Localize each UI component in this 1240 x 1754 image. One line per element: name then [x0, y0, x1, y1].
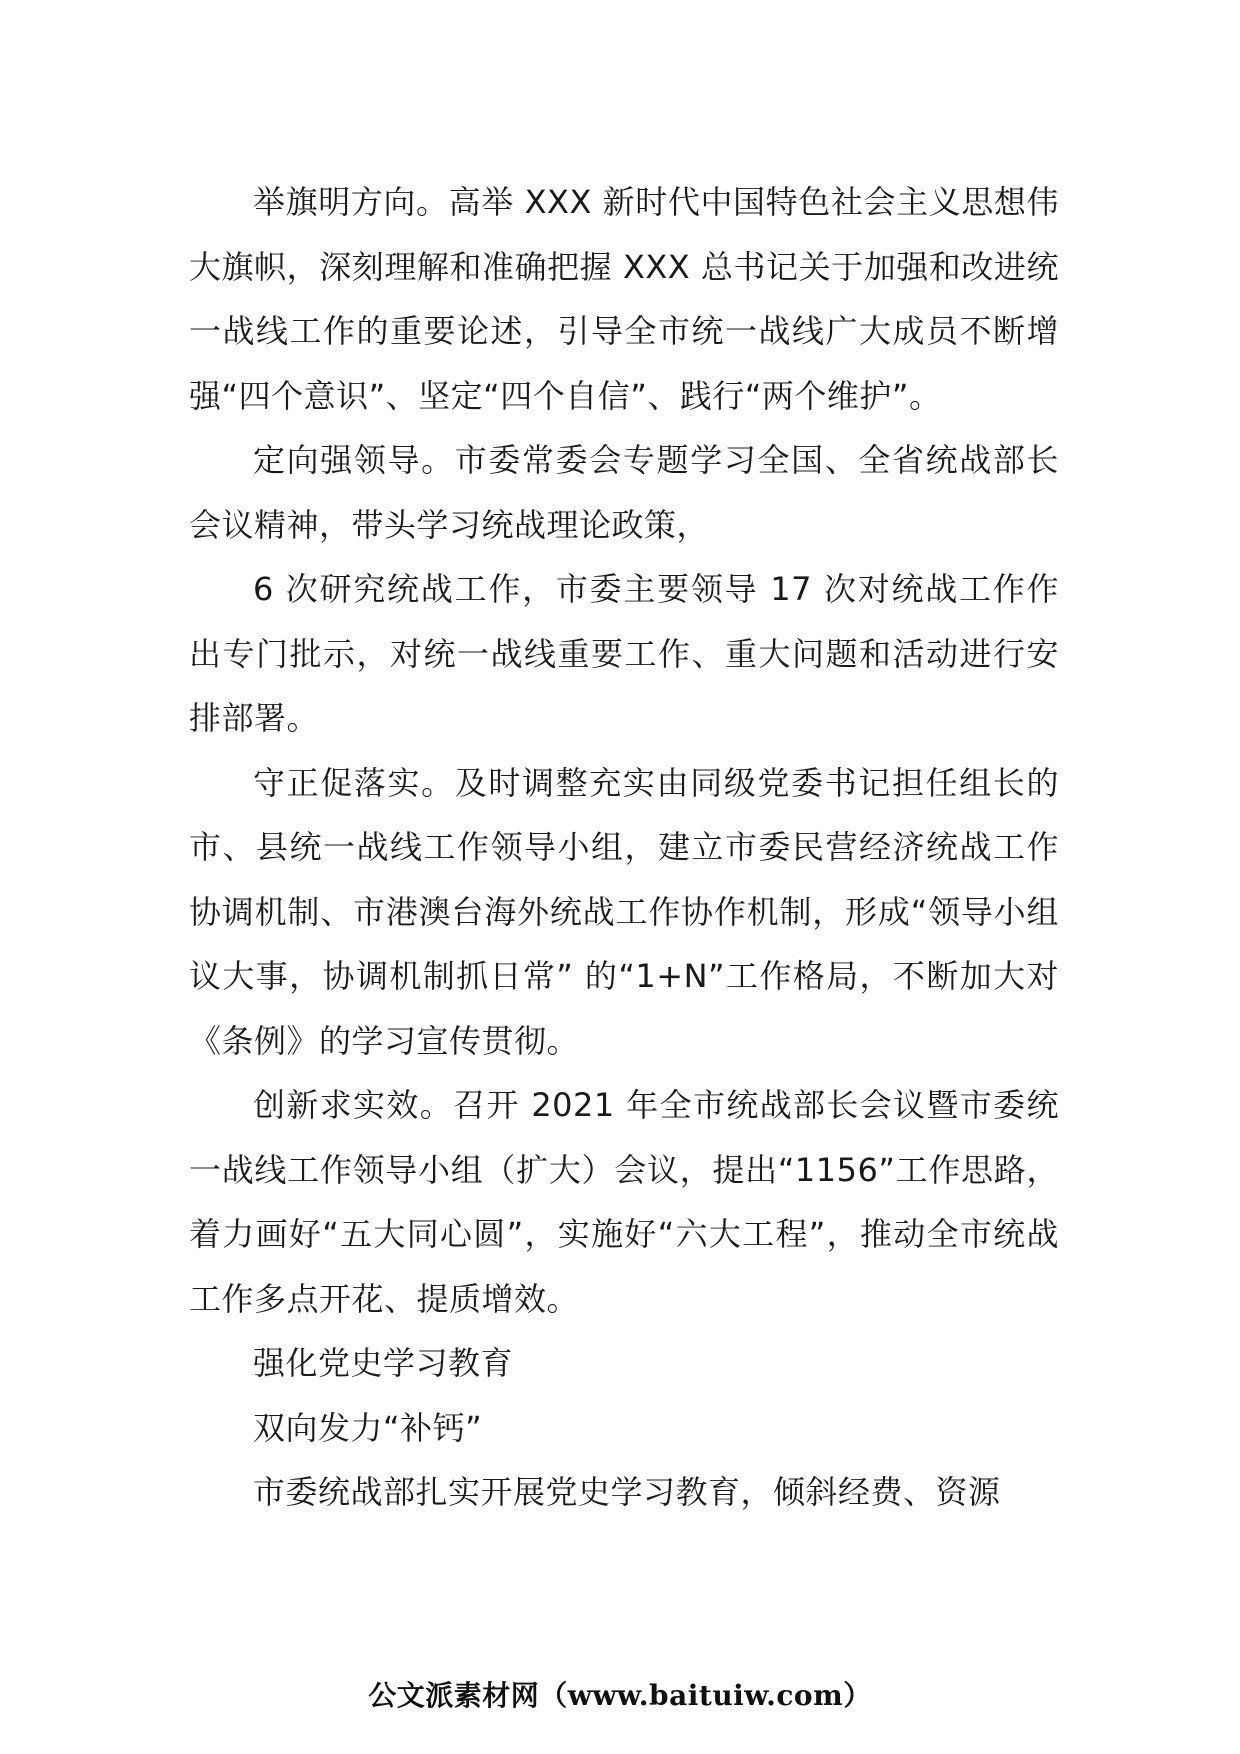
paragraph-3: 6 次研究统战工作，市委主要领导 17 次对统战工作作出专门批示，对统一战线重要工作、重大问题和活动进行安排部署。 — [189, 570, 1059, 737]
paragraph-2: 定向强领导。市委常委会专题学习全国、全省统战部长会议精神，带头学习统战理论政策， — [189, 441, 1059, 544]
paragraph-1: 举旗明方向。高举 XXX 新时代中国特色社会主义思想伟大旗帜，深刻理解和准确把握 XXX 总书记关于加强和改进统一战线工作的重要论述，引导全市统一战线广大成员不断增强“四个意识”、坚定“四个自信”、践行“两个维护”。 — [189, 183, 1059, 415]
section-heading-party-history: 强化党史学习教育 — [253, 1344, 514, 1382]
section-subheading: 双向发力“补钙” — [253, 1408, 483, 1447]
document-body — [189, 170, 1059, 1525]
paragraph-5: 创新求实效。召开 2021 年全市统战部长会议暨市委统一战线工作领导小组（扩大）会议，提出“1156”工作思路，着力画好“五大同心圆”，实施好“六大工程”，推动全市统战工作多点开花、提质增效。 — [189, 1086, 1059, 1318]
footer-watermark: 公文派素材网（www.baituiw.com） — [368, 1679, 872, 1712]
paragraph-6: 市委统战部扎实开展党史学习教育，倾斜经费、资源 — [253, 1473, 1001, 1511]
paragraph-4: 守正促落实。及时调整充实由同级党委书记担任组长的市、县统一战线工作领导小组，建立市委民营经济统战工作协调机制、市港澳台海外统战工作协作机制，形成“领导小组议大事，协调机制抓日常” 的“1+N”工作格局，不断加大对《条例》的学习宣传贯彻。 — [189, 763, 1059, 1060]
